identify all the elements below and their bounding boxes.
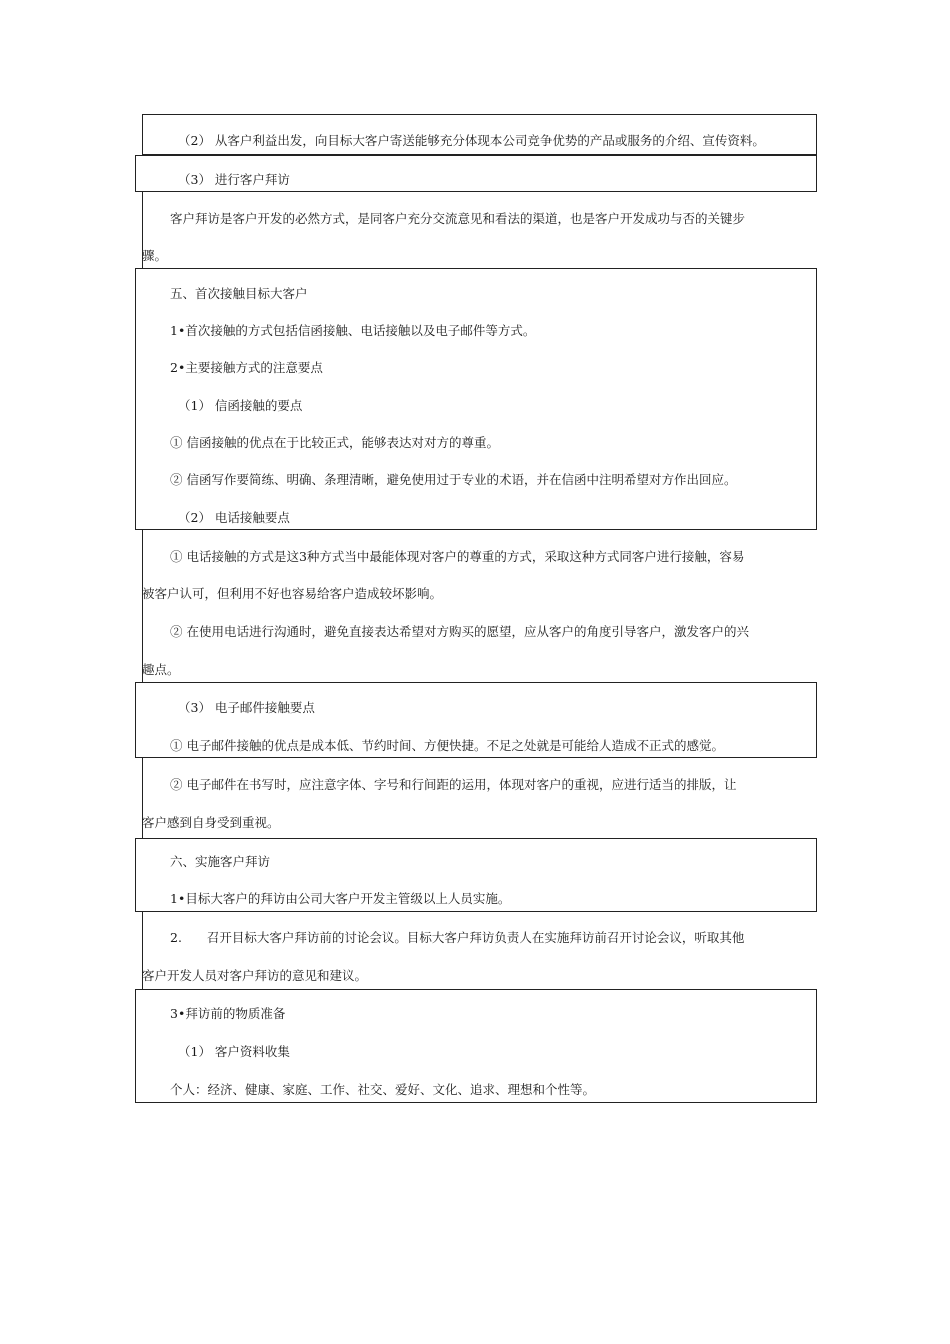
text-line: ② 电子邮件在书写时，应注意字体、字号和行间距的运用，体现对客户的重视，应进行适当的排版，让	[170, 777, 737, 792]
text-line: （2） 从客户利益出发，向目标大客户寄送能够充分体现本公司竞争优势的产品或服务的介绍、宣传资料。	[178, 133, 765, 148]
text-line: 个人：经济、健康、家庭、工作、社交、爱好、文化、追求、理想和个性等。	[170, 1082, 596, 1097]
text-line: 趣点。	[142, 662, 180, 677]
text-line: 1•首次接触的方式包括信函接触、电话接触以及电子邮件等方式。	[170, 323, 536, 338]
content-box	[142, 192, 817, 268]
text-line: 被客户认可，但利用不好也容易给客户造成较坏影响。	[142, 586, 443, 601]
text-line: ① 信函接触的优点在于比较正式，能够表达对对方的尊重。	[170, 435, 499, 450]
text-line: （3） 电子邮件接触要点	[178, 700, 315, 715]
text-line: （2） 电话接触要点	[178, 510, 290, 525]
section-heading: 五、首次接触目标大客户	[170, 286, 308, 301]
text-line: （1） 客户资料收集	[178, 1044, 290, 1059]
text-line: 2. 召开目标大客户拜访前的讨论会议。目标大客户拜访负责人在实施拜访前召开讨论会议，听取其他	[170, 930, 745, 945]
text-line: ① 电话接触的方式是这3种方式当中最能体现对客户的尊重的方式，采取这种方式同客户进行接触，容易	[170, 549, 745, 564]
text-line: 客户开发人员对客户拜访的意见和建议。	[142, 968, 368, 983]
text-line: 客户感到自身受到重视。	[142, 815, 280, 830]
text-line: 3•拜访前的物质准备	[170, 1006, 286, 1021]
text-line: （1） 信函接触的要点	[178, 398, 303, 413]
text-line: ② 在使用电话进行沟通时，避免直接表达希望对方购买的愿望，应从客户的角度引导客户，激发客户的兴	[170, 624, 749, 639]
section-heading: 六、实施客户拜访	[170, 854, 271, 869]
text-line: 骤。	[142, 248, 168, 263]
text-line: 客户拜访是客户开发的必然方式，是同客户充分交流意见和看法的渠道，也是客户开发成功与否的关键步	[170, 211, 746, 226]
text-line: ① 电子邮件接触的优点是成本低、节约时间、方便快捷。不足之处就是可能给人造成不正式的感觉。	[170, 738, 724, 753]
text-line: 1•目标大客户的拜访由公司大客户开发主管级以上人员实施。	[170, 891, 511, 906]
text-line: ② 信函写作要简练、明确、条理清晰，避免使用过于专业的术语，并在信函中注明希望对方作出回应。	[170, 472, 737, 487]
text-line: 2•主要接触方式的注意要点	[170, 360, 323, 375]
text-line: （3） 进行客户拜访	[178, 172, 290, 187]
